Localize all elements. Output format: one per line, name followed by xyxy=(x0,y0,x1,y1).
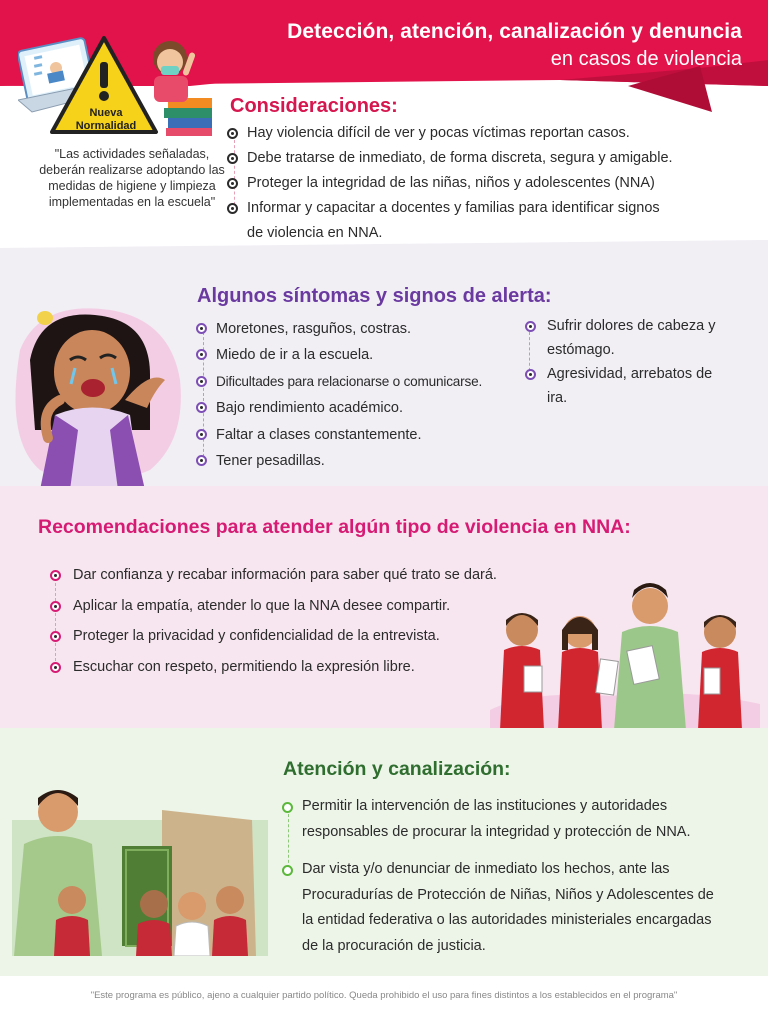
bullet-icon xyxy=(196,323,207,334)
list-item: Moretones, rasguños, costras. xyxy=(216,316,482,342)
bullet-icon xyxy=(227,153,238,164)
atencion-title: Atención y canalización: xyxy=(283,758,511,780)
bullet-icon xyxy=(525,369,536,380)
atencion-item-2-line-4: de la procuración de justicia. xyxy=(302,937,486,954)
recomendaciones-title: Recomendaciones para atender algún tipo de violencia en NNA: xyxy=(38,516,631,538)
teacher-children-illustration xyxy=(12,780,268,956)
bullet-icon xyxy=(227,128,238,139)
consideraciones-list xyxy=(247,121,673,246)
hygiene-quote: "Las actividades señaladas, deberán realizarse adoptando las medidas de higiene y limpieza implementadas en la escuela" xyxy=(39,147,225,209)
atencion-item-1-line-1: Permitir la intervención de las instituciones y autoridades xyxy=(302,798,668,814)
list-item: Sufrir dolores de cabeza y xyxy=(547,314,715,338)
list-item: Dificultades para relacionarse o comunicarse. xyxy=(216,369,482,395)
list-item: Tener pesadillas. xyxy=(216,448,482,474)
bullet-icon xyxy=(50,662,61,673)
page-title xyxy=(287,20,742,71)
list-item: Faltar a clases constantemente. xyxy=(216,422,482,448)
sintomas-list-left xyxy=(216,316,482,474)
list-item: Hay violencia difícil de ver y pocas víctimas reportan casos. xyxy=(247,121,673,146)
list-item: Escuchar con respeto, permitiendo la expresión libre. xyxy=(73,652,497,683)
crying-girl-illustration xyxy=(0,290,190,490)
consideraciones-connector xyxy=(234,140,235,210)
atencion-item-2-line-2: Procuradurías de Protección de Niñas, Niños y Adolescentes de xyxy=(302,886,714,903)
bullet-icon xyxy=(282,802,293,813)
consideraciones-title: Consideraciones: xyxy=(230,95,398,117)
bullet-icon xyxy=(196,376,207,387)
list-item: Informar y capacitar a docentes y familias para identificar signos xyxy=(247,196,673,221)
list-item: Agresividad, arrebatos de xyxy=(547,362,715,386)
list-item: Debe tratarse de inmediato, de forma discreta, segura y amigable. xyxy=(247,146,673,171)
title-line-1: Detección, atención, canalización y denuncia xyxy=(287,20,742,43)
list-item-continuation: ira. xyxy=(547,390,568,406)
bullet-icon xyxy=(50,570,61,581)
nueva-normalidad-illustration xyxy=(18,22,218,147)
list-item: Aplicar la empatía, atender lo que la NNA desee compartir. xyxy=(73,591,497,622)
teacher-students-illustration xyxy=(490,570,760,730)
list-item: Bajo rendimiento académico. xyxy=(216,395,482,421)
badge-line-2: Normalidad xyxy=(75,120,137,132)
bullet-icon xyxy=(50,631,61,642)
sintomas-title: Algunos síntomas y signos de alerta: xyxy=(197,285,552,307)
atencion-item-2 xyxy=(302,857,714,959)
atencion-item-1 xyxy=(302,794,691,845)
list-item: Proteger la integridad de las niñas, niños y adolescentes (NNA) xyxy=(247,171,673,196)
list-item: Miedo de ir a la escuela. xyxy=(216,342,482,368)
bullet-icon xyxy=(525,321,536,332)
bullet-icon xyxy=(196,455,207,466)
bullet-icon xyxy=(227,203,238,214)
recomendaciones-list xyxy=(73,560,497,682)
atencion-connector xyxy=(288,814,289,868)
list-item: Proteger la privacidad y confidencialidad de la entrevista. xyxy=(73,621,497,652)
list-item: Dar confianza y recabar información para saber qué trato se dará. xyxy=(73,560,497,591)
bullet-icon xyxy=(196,429,207,440)
atencion-item-1-line-2: responsables de procurar la integridad y protección de NNA. xyxy=(302,823,691,840)
bullet-icon xyxy=(227,178,238,189)
recomendaciones-connector xyxy=(55,578,56,666)
atencion-item-2-line-1: Dar vista y/o denunciar de inmediato los hechos, ante las xyxy=(302,861,670,877)
bullet-icon xyxy=(282,865,293,876)
list-item-continuation: estómago. xyxy=(547,342,615,358)
badge-line-1: Nueva xyxy=(89,107,123,119)
title-line-2: en casos de violencia xyxy=(550,48,742,70)
list-item-continuation: de violencia en NNA. xyxy=(247,225,383,241)
bullet-icon xyxy=(50,601,61,612)
atencion-item-2-line-3: la entidad federativa o las autoridades ministeriales encargadas xyxy=(302,912,712,928)
footer-disclaimer: "Este programa es público, ajeno a cualquier partido político. Queda prohibido el uso para fines distintos a los establecidos en el programa" xyxy=(90,990,678,1001)
sintomas-list-right xyxy=(547,314,715,410)
